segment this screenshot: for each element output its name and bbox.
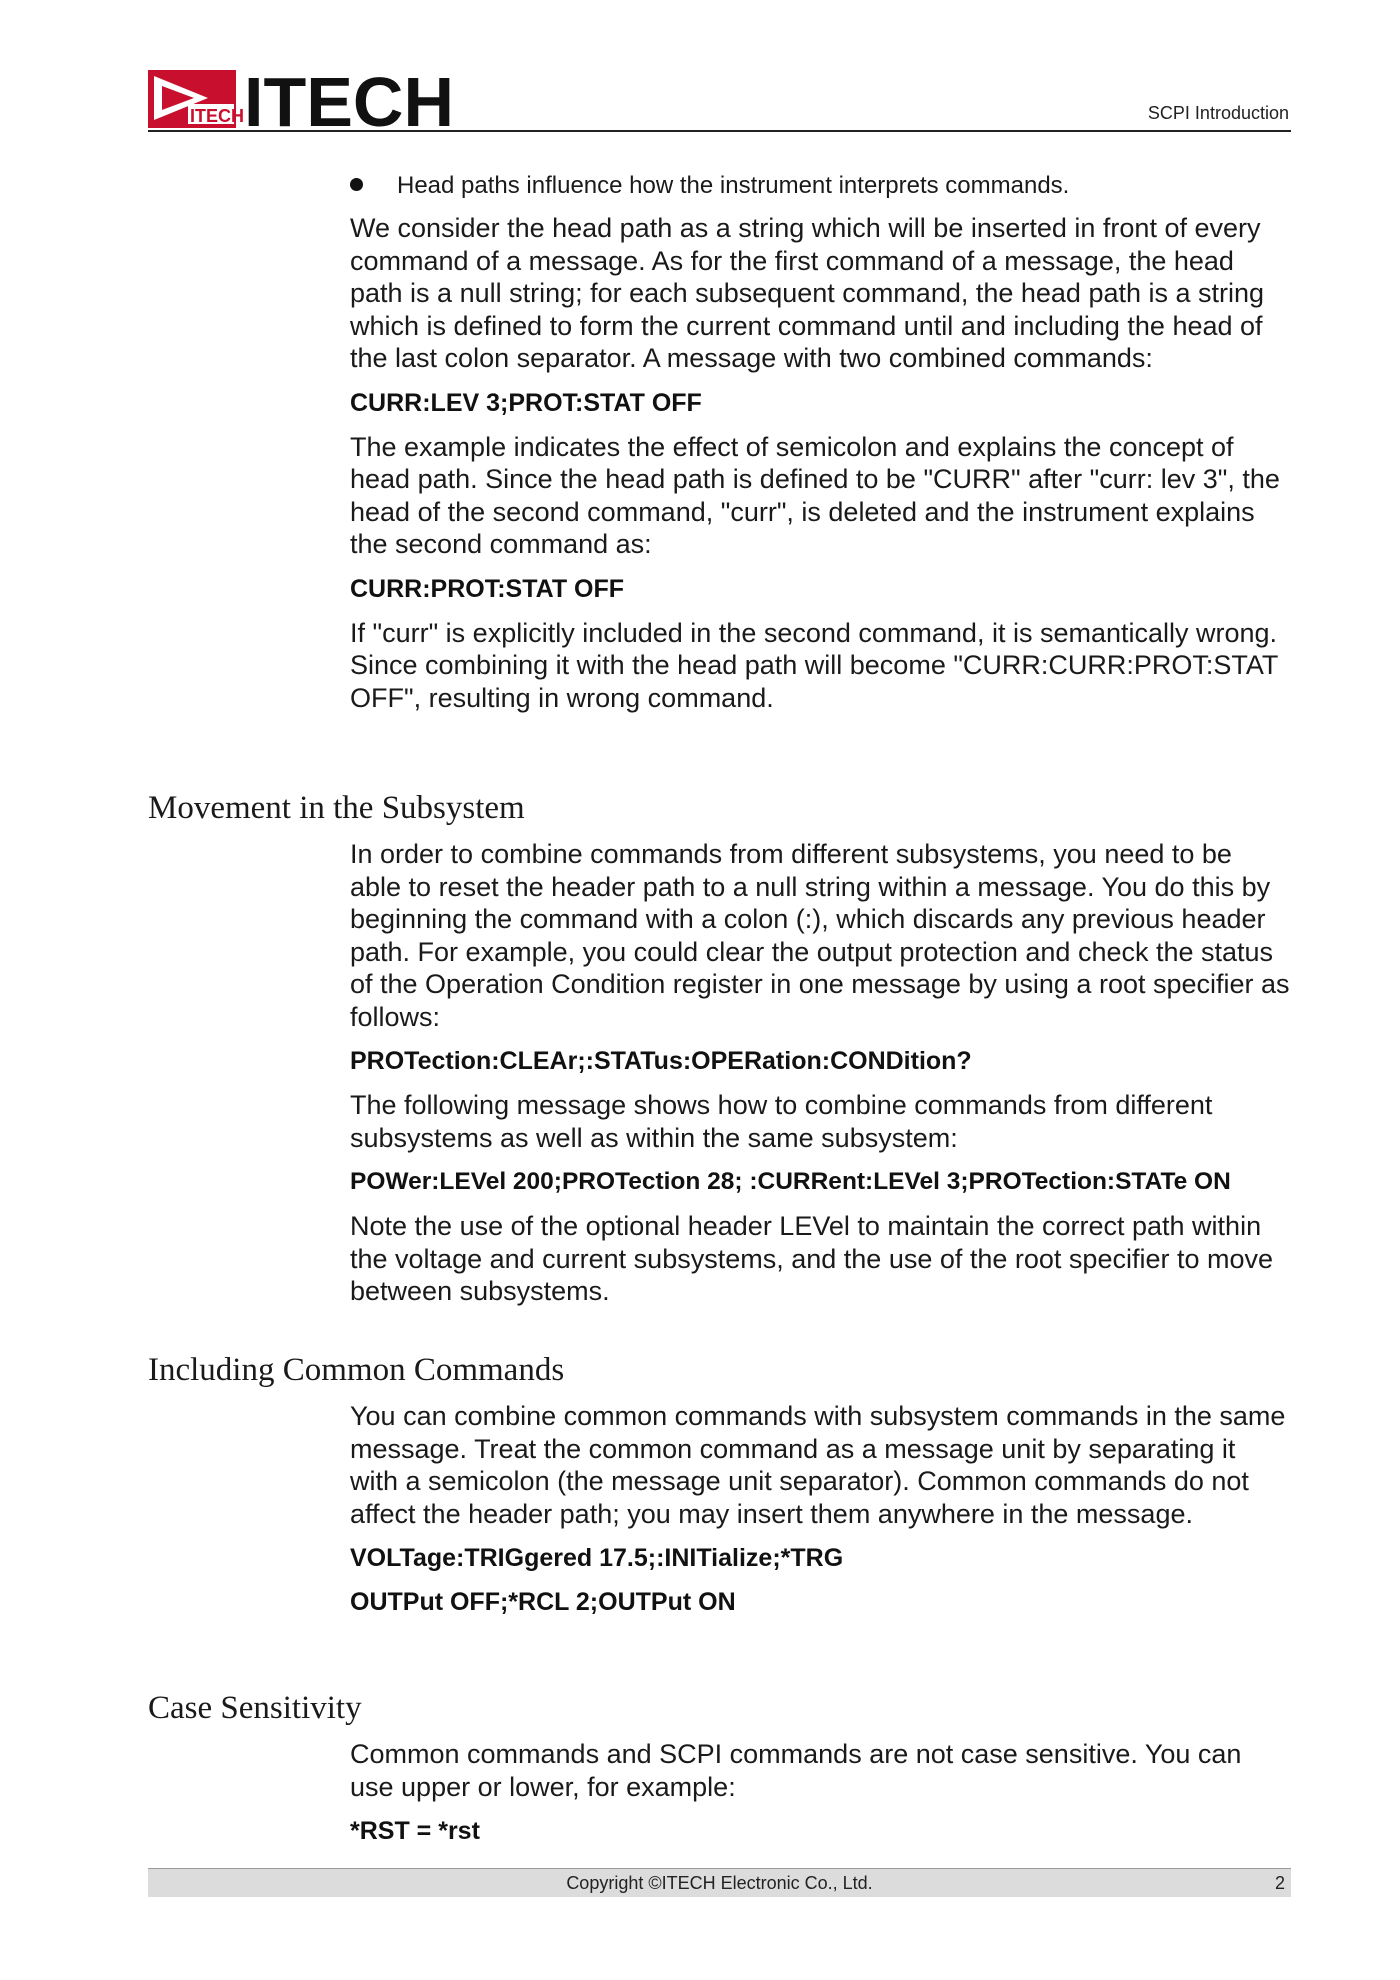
case-section	[350, 1738, 1290, 1847]
heading-case-sensitivity: Case Sensitivity	[148, 1690, 362, 1726]
movement-command-1: PROTection:CLEAr;:STATus:OPERation:CONDition?	[350, 1047, 972, 1075]
intro-command-2: CURR:PROT:STAT OFF	[350, 574, 625, 603]
svg-text:ITECH: ITECH	[190, 106, 244, 126]
movement-command-2: POWer:LEVel 200;PROTection 28; :CURRent:LEVel 3;PROTection:STATe ON	[350, 1168, 1231, 1195]
page-footer	[148, 1868, 1291, 1897]
movement-section	[350, 838, 1290, 1308]
bullet-icon	[350, 178, 363, 191]
svg-text:ITECH: ITECH	[244, 68, 454, 128]
intro-paragraph-1: We consider the head path as a string which will be inserted in front of every command of a message. As for the first command of a message, the head path is a null string; for each subsequent command, the head path is a string which is defined to form the current command until and including the head of the last colon separator. A message with two combined commands:	[350, 213, 1265, 373]
page-number: 2	[1274, 1873, 1285, 1893]
common-command-1: VOLTage:TRIGgered 17.5;:INITialize;*TRG	[350, 1544, 844, 1572]
heading-common-commands: Including Common Commands	[148, 1352, 565, 1388]
movement-paragraph-2: The following message shows how to combine commands from different subsystems as well as within the same subsystem:	[350, 1090, 1213, 1153]
intro-paragraph-2: The example indicates the effect of semicolon and explains the concept of head path. Since the head path is defined to be "CURR" after "curr: lev 3", the head of the second command, "curr", is deleted and the instrument explains the second command as:	[350, 431, 1280, 559]
common-section	[350, 1400, 1290, 1618]
movement-paragraph-1: In order to combine commands from different subsystems, you need to be able to reset the header path to a null string within a message. You do this by beginning the command with a colon (:), which discards any previous header path. For example, you could clear the output protection and check the status of the Operation Condition register in one message by using a root specifier as follows:	[350, 839, 1290, 1032]
case-command-1: *RST = *rst	[350, 1817, 480, 1845]
copyright-text: Copyright ©ITECH Electronic Co., Ltd.	[566, 1873, 873, 1893]
intro-command-1: CURR:LEV 3;PROT:STAT OFF	[350, 388, 702, 417]
common-paragraph-1: You can combine common commands with subsystem commands in the same message. Treat the common command as a message unit by separating it with a semicolon (the message unit separator). Common commands do not affect the header path; you may insert them anywhere in the message.	[350, 1401, 1286, 1529]
intro-section	[350, 212, 1290, 714]
bullet-text: Head paths influence how the instrument interprets commands.	[397, 172, 1070, 199]
itech-logo	[148, 68, 488, 128]
common-command-2: OUTPut OFF;*RCL 2;OUTPut ON	[350, 1588, 736, 1616]
movement-paragraph-3: Note the use of the optional header LEVel to maintain the correct path within the voltage and current subsystems, and the use of the root specifier to move between subsystems.	[350, 1211, 1274, 1306]
section-label: SCPI Introduction	[1147, 103, 1289, 123]
page-header	[148, 66, 1291, 132]
bullet-item	[350, 170, 1290, 202]
case-paragraph-1: Common commands and SCPI commands are not case sensitive. You can use upper or lower, for example:	[350, 1739, 1242, 1802]
intro-paragraph-3: If "curr" is explicitly included in the second command, it is semantically wrong. Since combining it with the head path will become "CURR:CURR:PROT:STAT OFF", resulting in wrong command.	[350, 617, 1278, 713]
heading-movement: Movement in the Subsystem	[148, 790, 525, 826]
